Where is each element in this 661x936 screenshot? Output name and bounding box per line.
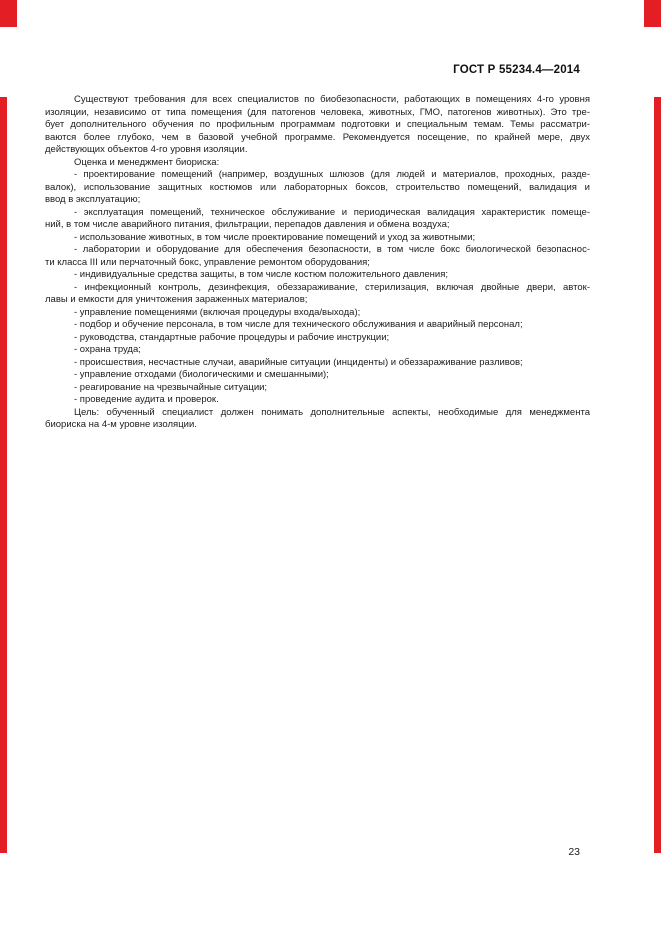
text-line: - охрана труда; <box>74 344 141 355</box>
red-corner-mark-top-left <box>0 0 17 27</box>
text-line: - лаборатории и оборудование для обеспечения безопасности, в том числе бокс биологической безопаснос- <box>74 244 590 255</box>
standard-code-header: ГОСТ Р 55234.4—2014 <box>453 64 580 76</box>
text-line: Цель: обученный специалист должен понимать дополнительные аспекты, необходимые для менеджмента <box>74 406 590 418</box>
text-line: ввод в эксплуатацию; <box>45 194 141 205</box>
text-line: - проведение аудита и проверок. <box>74 394 219 405</box>
text-line: - проектирование помещений (например, воздушных шлюзов (для людей и материалов, проходных, разде- <box>74 169 590 180</box>
body-text <box>45 94 590 432</box>
text-line: - управление отходами (биологическими и смешанными); <box>74 369 329 380</box>
text-line: Существуют требования для всех специалистов по биобезопасности, работающих в помещениях 4-го уровня <box>74 94 590 105</box>
text-line: - подбор и обучение персонала, в том числе для технического обслуживания и аварийный персонал; <box>74 319 523 330</box>
text-line: лавы и емкости для уничтожения зараженных материалов; <box>45 294 308 305</box>
text-line: - индивидуальные средства защиты, в том числе костюм положительного давления; <box>74 269 448 280</box>
text-line: ти класса III или перчаточный бокс, управление ремонтом оборудования; <box>45 256 370 268</box>
text-line: - происшествия, несчастные случаи, аварийные ситуации (инциденты) и обеззараживание разливов; <box>74 356 523 368</box>
text-line: действующих объектов 4-го уровня изоляции. <box>45 144 248 155</box>
text-line: - руководства, стандартные рабочие процедуры и рабочие инструкции; <box>74 331 390 343</box>
text-line: - реагирование на чрезвычайные ситуации; <box>74 381 268 393</box>
text-line: биориска на 4-м уровне изоляции. <box>45 419 197 430</box>
page-number: 23 <box>568 846 580 858</box>
text-line: - управление помещениями (включая процедуры входа/выхода); <box>74 306 361 318</box>
text-line: - эксплуатация помещений, техническое обслуживание и периодическая валидация характеристик помеще- <box>74 206 590 218</box>
red-corner-mark-top-right <box>644 0 661 27</box>
text-line: ний, в том числе аварийного питания, фильтрации, перепадов давления и обмена воздуха; <box>45 219 450 230</box>
red-edge-bar-left <box>0 97 7 853</box>
text-line: Оценка и менеджмент биориска: <box>74 156 220 168</box>
text-line: - инфекционный контроль, дезинфекция, обеззараживание, стерилизация, включая двойные двери, авток- <box>74 281 590 293</box>
text-line: бует дополнительного обучения по профильным программам подготовки и специальным темам. Темы рассматри- <box>45 119 590 130</box>
red-edge-bar-right <box>654 97 661 853</box>
text-line: изоляции, независимо от типа помещения (для патогенов человека, животных, ГМО, патогенов животных). Это тре- <box>45 106 590 118</box>
text-line: ваются более глубоко, чем в базовой учебной программе. Рекомендуется посещение, по крайней мере, двух <box>45 131 590 143</box>
text-line: - использование животных, в том числе проектирование помещений и уход за животными; <box>74 231 476 243</box>
text-line: валок), использование защитных костюмов или лабораторных боксов, строительство помещений, валидация и <box>45 181 590 193</box>
